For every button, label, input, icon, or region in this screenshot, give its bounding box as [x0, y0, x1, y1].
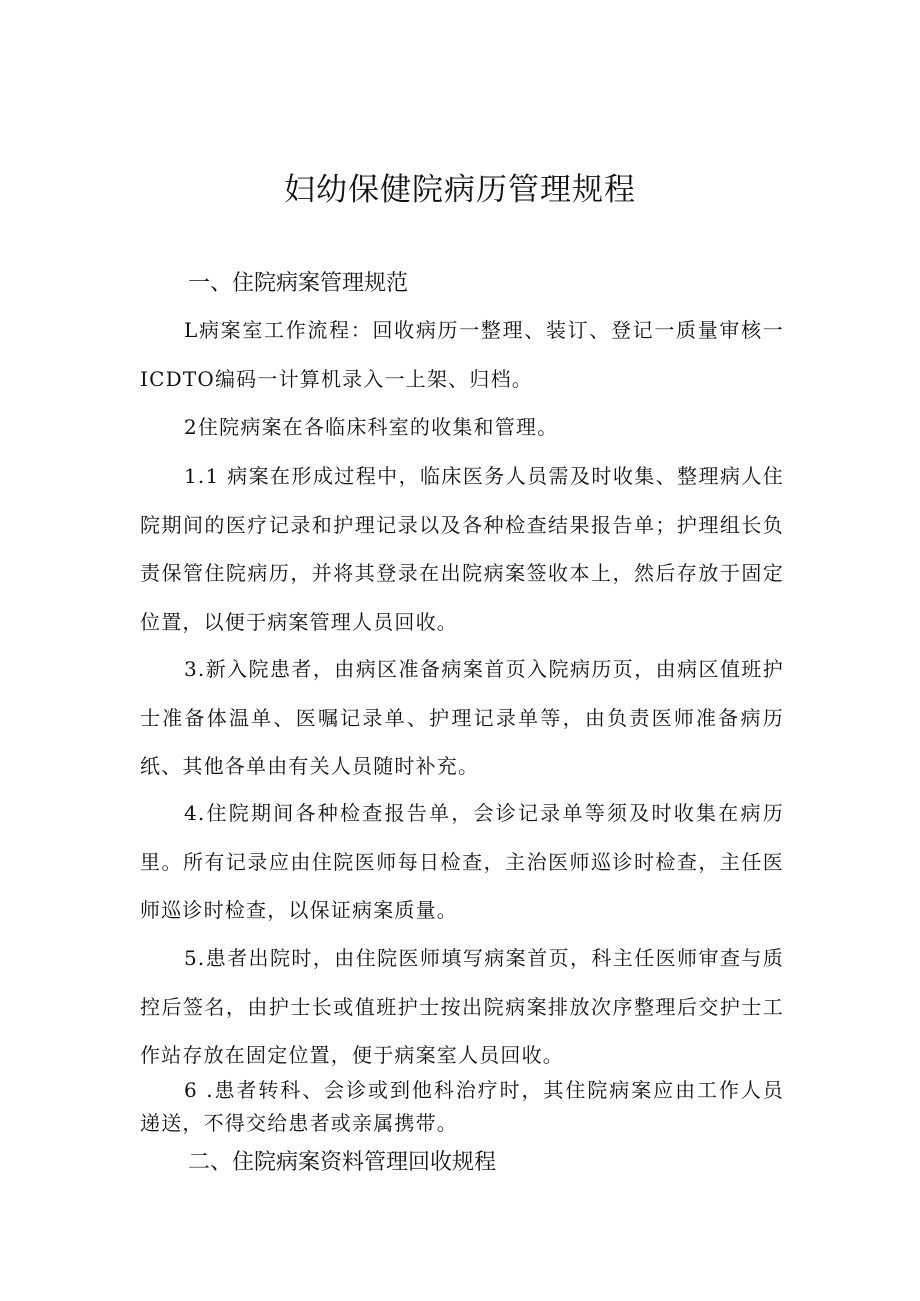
- paragraph-6: 6 .患者转科、会诊或到他科治疗时，其住院病案应由工作人员递送，不得交给患者或亲属携带。: [140, 1078, 784, 1135]
- paragraph-3: 3.新入院患者，由病区准备病案首页入院病历页，由病区值班护士准备体温单、医嘱记录单、护理记录单等，由负责医师准备病历纸、其他各单由有关人员随时补充。: [140, 657, 784, 778]
- paragraph-1-1: 1.1 病案在形成过程中，临床医务人员需及时收集、整理病人住院期间的医疗记录和护理记录以及各种检查结果报告单；护理组长负责保管住院病历，并将其登录在出院病案签收本上，然后存放于固定位置，以便于病案管理人员回收。: [140, 464, 784, 634]
- document-title: 妇幼保健院病历管理规程: [284, 172, 636, 208]
- section-heading: 一、住院病案管理规范: [188, 271, 409, 296]
- paragraph-4: 4.住院期间各种检查报告单，会诊记录单等须及时收集在病历里。所有记录应由住院医师每日检查，主治医师巡诊时检查，主任医师巡诊时检查，以保证病案质量。: [140, 801, 784, 922]
- paragraph-5: 5.患者出院时，由住院医师填写病案首页，科主任医师审查与质控后签名，由护士长或值班护士按出院病案排放次序整理后交护士工作站存放在固定位置，便于病案室人员回收。: [140, 946, 784, 1067]
- paragraph-collection: 2住院病案在各临床科室的收集和管理。: [184, 415, 559, 439]
- section-heading: 二、住院病案资料管理回收规程: [188, 1150, 497, 1175]
- paragraph-workflow: L病案室工作流程：回收病历一整理、装订、登记一质量审核一ICDTO编码一计算机录入一上架、归档。: [140, 318, 784, 391]
